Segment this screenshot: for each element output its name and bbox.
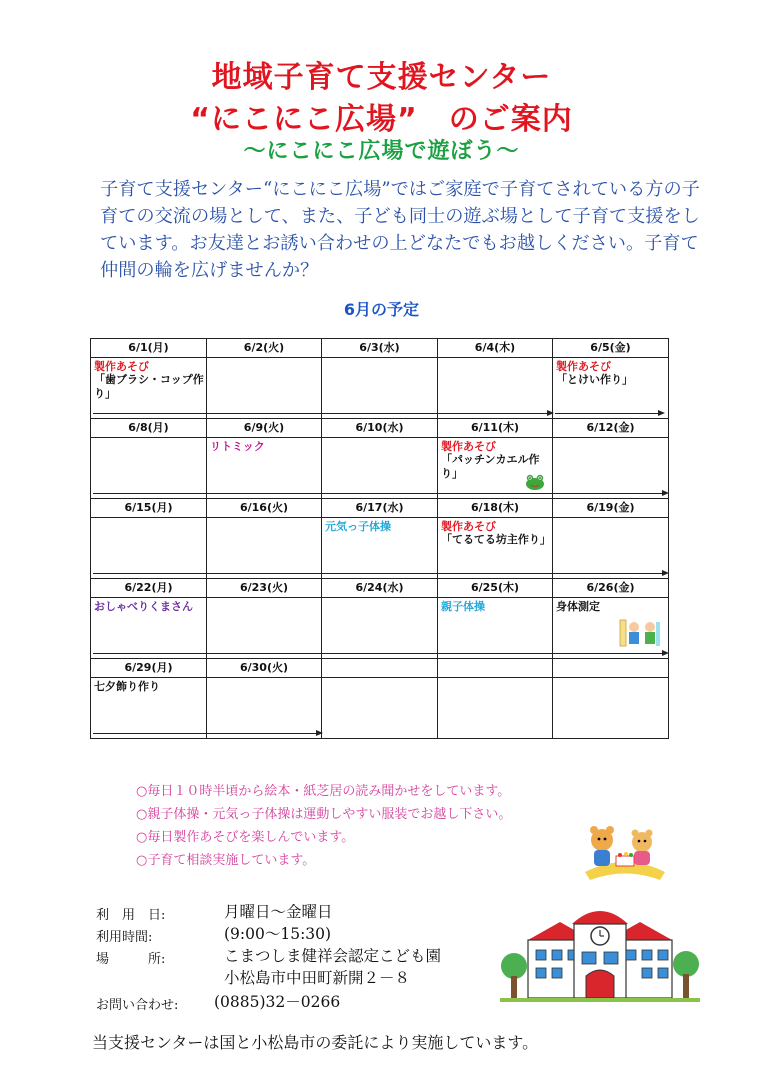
date-cell: 6/12(金) <box>553 419 669 438</box>
event-cell <box>438 358 553 419</box>
intro-paragraph: 子育て支援センター“にこにこ広場”ではご家庭で子育てされている方の子育ての交流の場として、また、子ども同士の遊ぶ場として子育て支援をしています。お友達とお誘い合わせの上どなたでもお越しください。子育て仲間の輪を広げませんか？ <box>100 179 700 281</box>
event-cell <box>207 438 322 499</box>
note-item: ○毎日製作あそびを楽しんでいます。 <box>136 830 355 845</box>
event-cell <box>207 678 322 739</box>
info-address <box>96 966 496 988</box>
contact-label: お問い合わせ: <box>96 998 179 1013</box>
info-place <box>96 944 496 966</box>
calendar-title: 6月の予定 <box>343 300 420 319</box>
date-cell: 6/11(木) <box>438 419 553 438</box>
place-value-2: 小松島市中田町新開２－８ <box>224 969 411 987</box>
event-label: 七夕飾り作り <box>94 680 160 693</box>
event-cell <box>553 518 669 579</box>
title-line2: “にこにこ広場” のご案内 <box>190 102 573 137</box>
event-desc: 「歯ブラシ・コップ作り」 <box>94 373 204 400</box>
place-label: 場 所: <box>96 952 166 967</box>
event-cell <box>438 438 553 499</box>
event-desc: 「とけい作り」 <box>556 373 633 386</box>
date-cell: 6/9(火) <box>207 419 322 438</box>
date-cell: 6/25(木) <box>438 579 553 598</box>
event-label: 製作あそび <box>556 360 611 373</box>
info-contact <box>96 990 496 1012</box>
date-cell: 6/30(火) <box>207 659 322 678</box>
date-cell: 6/29(月) <box>91 659 207 678</box>
week-3-dates <box>91 499 669 518</box>
date-cell <box>553 659 669 678</box>
bears-illustration <box>580 822 670 884</box>
event-cell <box>553 678 669 739</box>
event-cell <box>553 438 669 499</box>
date-cell <box>322 659 438 678</box>
date-cell: 6/8(月) <box>91 419 207 438</box>
event-cell <box>322 438 438 499</box>
event-cell <box>322 598 438 659</box>
event-cell <box>438 518 553 579</box>
date-cell: 6/5(金) <box>553 339 669 358</box>
week-4-dates <box>91 579 669 598</box>
week-2-dates <box>91 419 669 438</box>
event-cell <box>207 358 322 419</box>
date-cell: 6/16(火) <box>207 499 322 518</box>
date-cell: 6/23(火) <box>207 579 322 598</box>
days-label: 利 用 日: <box>96 908 166 923</box>
note-item: ○毎日１０時半頃から絵本・紙芝居の読み聞かせをしています。 <box>136 784 511 799</box>
date-cell <box>438 659 553 678</box>
event-cell <box>438 678 553 739</box>
event-cell <box>553 598 669 659</box>
schedule-calendar <box>90 338 669 739</box>
event-cell <box>322 518 438 579</box>
arrow-line <box>555 413 659 414</box>
title-line1: 地域子育て支援センター <box>211 60 552 95</box>
event-label: 製作あそび <box>441 520 496 533</box>
children-measuring-illustration <box>616 618 662 648</box>
info-hours <box>96 922 496 944</box>
event-cell <box>91 678 207 739</box>
event-cell <box>322 358 438 419</box>
date-cell: 6/26(金) <box>553 579 669 598</box>
week-5-dates <box>91 659 669 678</box>
event-cell <box>91 598 207 659</box>
date-cell: 6/2(火) <box>207 339 322 358</box>
event-cell <box>438 598 553 659</box>
contact-value: (0885)32－0266 <box>214 993 341 1011</box>
subtitle: ～にこにこ広場で遊ぼう～ <box>243 139 520 164</box>
note-item: ○親子体操・元気っ子体操は運動しやすい服装でお越し下さい。 <box>136 807 512 822</box>
event-desc: 「パッチンカエル作り」 <box>441 453 540 480</box>
week-1-events <box>91 358 669 419</box>
school-building-illustration <box>500 900 700 1010</box>
event-desc: 「てるてる坊主作り」 <box>441 533 551 546</box>
week-5-events <box>91 678 669 739</box>
frog-icon <box>524 473 546 491</box>
event-cell <box>91 518 207 579</box>
week-1-dates <box>91 339 669 358</box>
date-cell: 6/18(木) <box>438 499 553 518</box>
date-cell: 6/24(水) <box>322 579 438 598</box>
hours-value: (9:00～15:30) <box>224 925 332 943</box>
note-item: ○子育て相談実施しています。 <box>136 853 316 868</box>
week-2-events <box>91 438 669 499</box>
date-cell: 6/3(水) <box>322 339 438 358</box>
date-cell: 6/4(木) <box>438 339 553 358</box>
event-cell <box>207 598 322 659</box>
week-4-events <box>91 598 669 659</box>
event-label: 元気っ子体操 <box>325 520 391 533</box>
hours-label: 利用時間: <box>96 930 153 945</box>
week-3-events <box>91 518 669 579</box>
date-cell: 6/15(月) <box>91 499 207 518</box>
date-cell: 6/17(水) <box>322 499 438 518</box>
place-value-1: こまつしま健祥会認定こども園 <box>224 947 442 965</box>
date-cell: 6/22(月) <box>91 579 207 598</box>
event-cell <box>207 518 322 579</box>
event-label: 製作あそび <box>94 360 149 373</box>
event-cell <box>322 678 438 739</box>
notes-list <box>136 780 596 872</box>
info-days <box>96 900 496 922</box>
event-label: おしゃべりくまさん <box>94 600 193 613</box>
event-cell <box>91 358 207 419</box>
event-label: リトミック <box>210 440 265 453</box>
event-cell <box>91 438 207 499</box>
footer-note: 当支援センターは国と小松島市の委託により実施しています。 <box>92 1033 539 1052</box>
date-cell: 6/19(金) <box>553 499 669 518</box>
days-value: 月曜日～金曜日 <box>224 903 333 921</box>
date-cell: 6/10(水) <box>322 419 438 438</box>
event-label: 製作あそび <box>441 440 496 453</box>
event-cell <box>553 358 669 419</box>
event-label: 親子体操 <box>441 600 485 613</box>
event-label: 身体測定 <box>556 600 600 613</box>
date-cell: 6/1(月) <box>91 339 207 358</box>
